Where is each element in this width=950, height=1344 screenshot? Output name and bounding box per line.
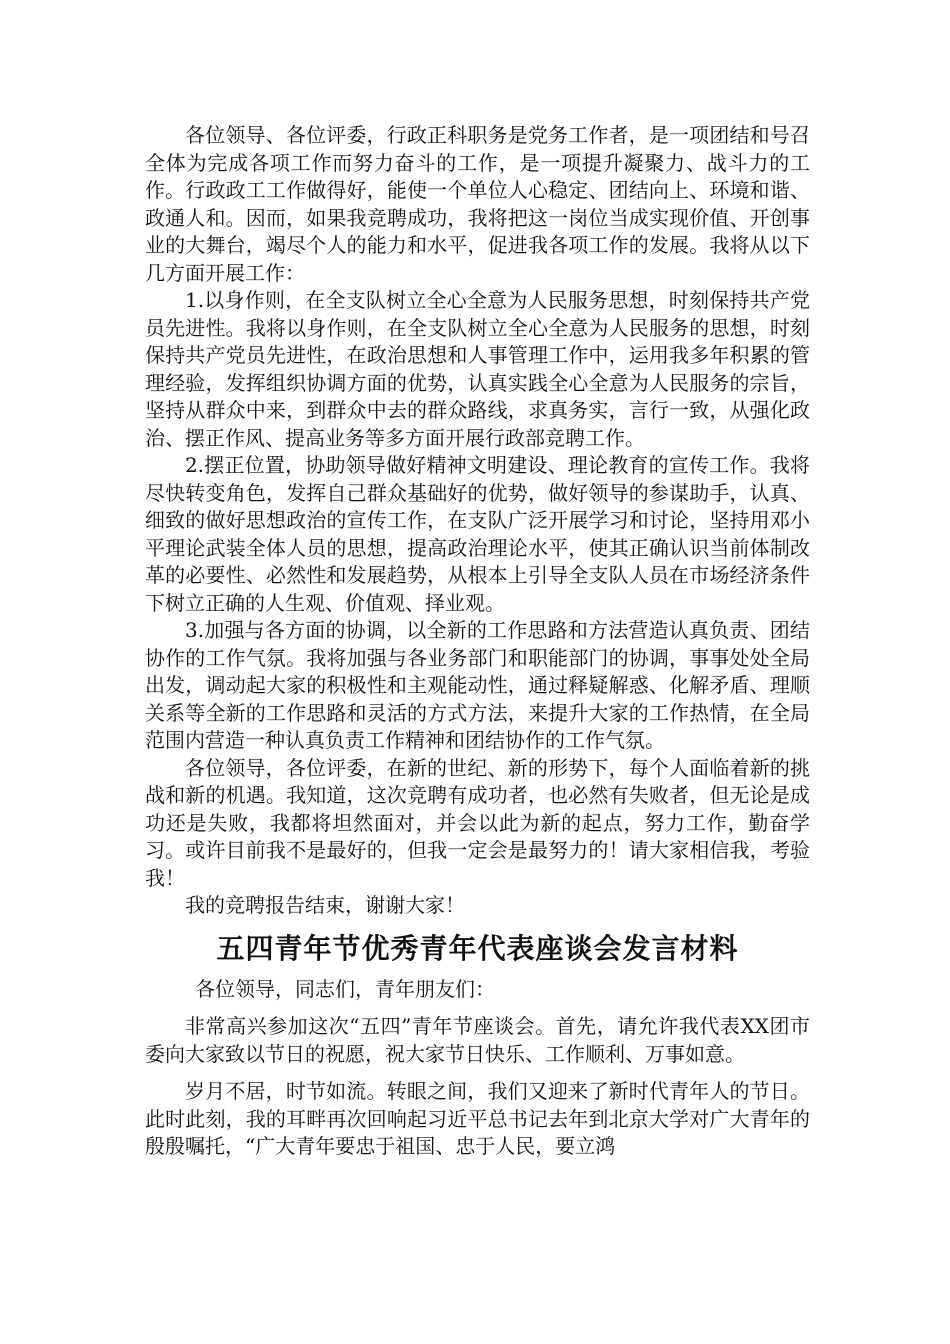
paragraph-intro: 各位领导、各位评委，行政正科职务是党务工作者，是一项团结和号召全体为完成各项工作而努力奋斗的工作，是一项提升凝聚力、战斗力的工作。行政政工工作做得好，能使一个单位人心稳定、团结向上、环境和谐、政通人和。因而，如果我竞聘成功，我将把这一岗位当成实现价值、开创事业的大舞台，竭尽个人的能力和水平，促进我各项工作的发展。我将从以下几方面开展工作： — [145, 123, 810, 285]
document-page — [145, 122, 810, 1161]
paragraph-end: 我的竞聘报告结束，谢谢大家！ — [185, 893, 465, 917]
document-title: 五四青年节优秀青年代表座谈会发言材料 — [216, 931, 739, 965]
paragraph-body: 岁月不居，时节如流。转眼之间，我们又迎来了新时代青年人的节日。此时此刻，我的耳畔再次回响起习近平总书记去年到北京大学对广大青年的殷殷嘱托，“广大青年要忠于祖国、忠于人民，要立鸿 — [145, 1079, 810, 1158]
greeting-line: 各位领导，同志们，青年朋友们： — [195, 976, 495, 1001]
paragraph-point-1: 1.以身作则，在全支队树立全心全意为人民服务思想，时刻保持共产党员先进性。我将以身作则，在全支队树立全心全意为人民服务的思想，时刻保持共产党员先进性，在政治思想和人事管理工作中，运用我多年积累的管理经验，发挥组织协调方面的优势，认真实践全心全意为人民服务的宗旨，坚持从群众中来，到群众中去的群众路线，求真务实，言行一致，从强化政治、摆正作风、提高业务等多方面开展行政部竞聘工作。 — [145, 288, 810, 450]
paragraph-point-3: 3.加强与各方面的协调，以全新的工作思路和方法营造认真负责、团结协作的工作气氛。我将加强与各业务部门和职能部门的协调，事事处处全局出发，调动起大家的积极性和主观能动性，通过释疑解惑、化解矛盾、理顺关系等全新的工作思路和灵活的方式方法，来提升大家的工作热情，在全局范围内营造一种认真负责工作精神和团结协作的工作气氛。 — [145, 618, 810, 752]
paragraph-closing: 各位领导，各位评委，在新的世纪、新的形势下，每个人面临着新的挑战和新的机遇。我知道，这次竞聘有成功者，也必然有失败者，但无论是成功还是失败，我都将坦然面对，并会以此为新的起点，努力工作，勤奋学习。或许目前我不是最好的，但我一定会是最努力的！请大家相信我，考验我！ — [145, 755, 810, 890]
paragraph-point-2: 2.摆正位置，协助领导做好精神文明建设、理论教育的宣传工作。我将尽快转变角色，发挥自己群众基础好的优势，做好领导的参谋助手，认真、细致的做好思想政治的宣传工作，在支队广泛开展学习和讨论，坚持用邓小平理论武装全体人员的思想，提高政治理论水平，使其正确认识当前体制改革的必要性、必然性和发展趋势，从根本上引导全支队人员在市场经济条件下树立正确的人生观、价值观、择业观。 — [145, 453, 810, 615]
paragraph-opening: 非常高兴参加这次“五四”青年节座谈会。首先，请允许我代表XX团市委向大家致以节日的祝愿，祝大家节日快乐、工作顺利、万事如意。 — [145, 1014, 810, 1066]
